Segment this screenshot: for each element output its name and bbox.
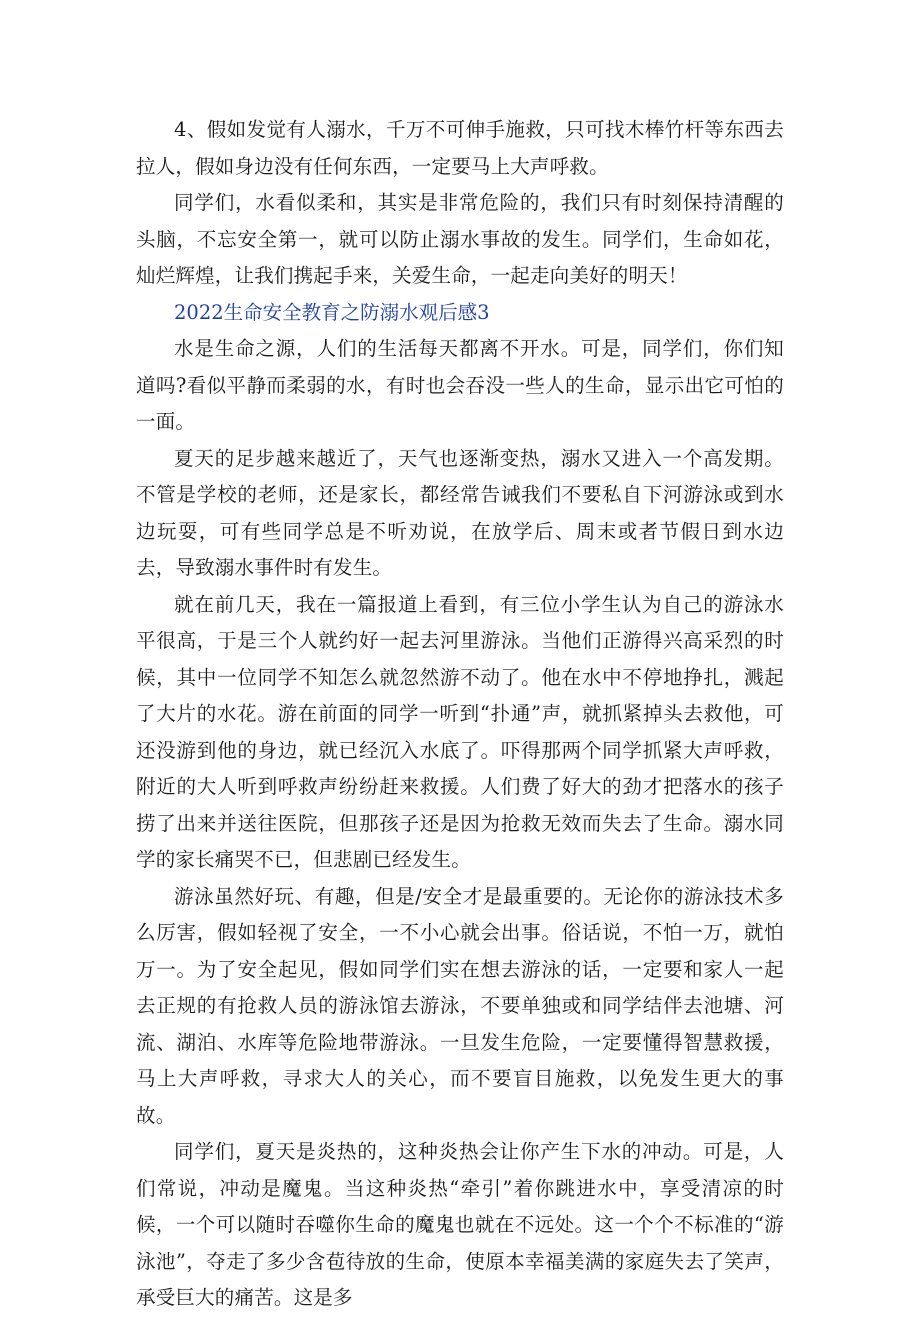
- paragraph-closing-appeal: 同学们，水看似柔和，其实是非常危险的，我们只有时刻保持清醒的头脑，不忘安全第一，就可以防止溺水事故的发生。同学们，生命如花，灿烂辉煌，让我们携起手来，关爱生命，一起走向美好的明天！: [136, 191, 784, 287]
- document-page: [136, 112, 784, 1317]
- paragraph-safety-first: 游泳虽然好玩、有趣，但是/安全才是最重要的。无论你的游泳技术多么厉害，假如轻视了安全，一不小心就会出事。俗话说，不怕一万，就怕万一。为了安全起见，假如同学们实在想去游泳的话，一定要和家人一起去正规的有抢救人员的游泳馆去游泳，不要单独或和同学结伴去池塘、河流、湖泊、水库等危险地带游泳。一旦发生危险，一定要懂得智慧救援，马上大声呼救，寻求大人的关心，而不要盲目施救，以免发生更大的事故。: [136, 884, 784, 1127]
- section-title: 2022生命安全教育之防溺水观后感3: [174, 300, 490, 324]
- paragraph-water-source: 水是生命之源，人们的生活每天都离不开水。可是，同学们，你们知道吗?看似平静而柔弱的水，有时也会吞没一些人的生命，显示出它可怕的一面。: [136, 337, 784, 433]
- paragraph-news-story: 就在前几天，我在一篇报道上看到，有三位小学生认为自己的游泳水平很高，于是三个人就约好一起去河里游泳。当他们正游得兴高采烈的时候，其中一位同学不知怎么就忽然游不动了。他在水中不停地挣扎，溅起了大片的水花。游在前面的同学一听到“扑通”声，就抓紧掉头去救他，可还没游到他的身边，就已经沉入水底了。吓得那两个同学抓紧大声呼救，附近的大人听到呼救声纷纷赶来救援。人们费了好大的劲才把落水的孩子捞了出来并送往医院，但那孩子还是因为抢救无效而失去了生命。溺水同学的家长痛哭不已，但悲剧已经发生。: [136, 592, 784, 871]
- paragraph-summer-impulse: 同学们，夏天是炎热的，这种炎热会让你产生下水的冲动。可是，人们常说，冲动是魔鬼。当这种炎热“牵引”着你跳进水中，享受清凉的时候，一个可以随时吞噬你生命的魔鬼也就在不远处。这一个个不标准的“游泳池”，夺走了多少含苞待放的生命，使原本幸福美满的家庭失去了笑声，承受巨大的痛苦。这是多: [136, 1140, 784, 1309]
- paragraph-safety-tip-4: 4、假如发觉有人溺水，千万不可伸手施救，只可找木棒竹杆等东西去拉人，假如身边没有任何东西，一定要马上大声呼救。: [136, 118, 784, 178]
- paragraph-summer-warning: 夏天的足步越来越近了，天气也逐渐变热，溺水又进入一个高发期。不管是学校的老师，还是家长，都经常告诫我们不要私自下河游泳或到水边玩耍，可有些同学总是不听劝说，在放学后、周末或者节假日到水边去，导致溺水事件时有发生。: [136, 446, 784, 579]
